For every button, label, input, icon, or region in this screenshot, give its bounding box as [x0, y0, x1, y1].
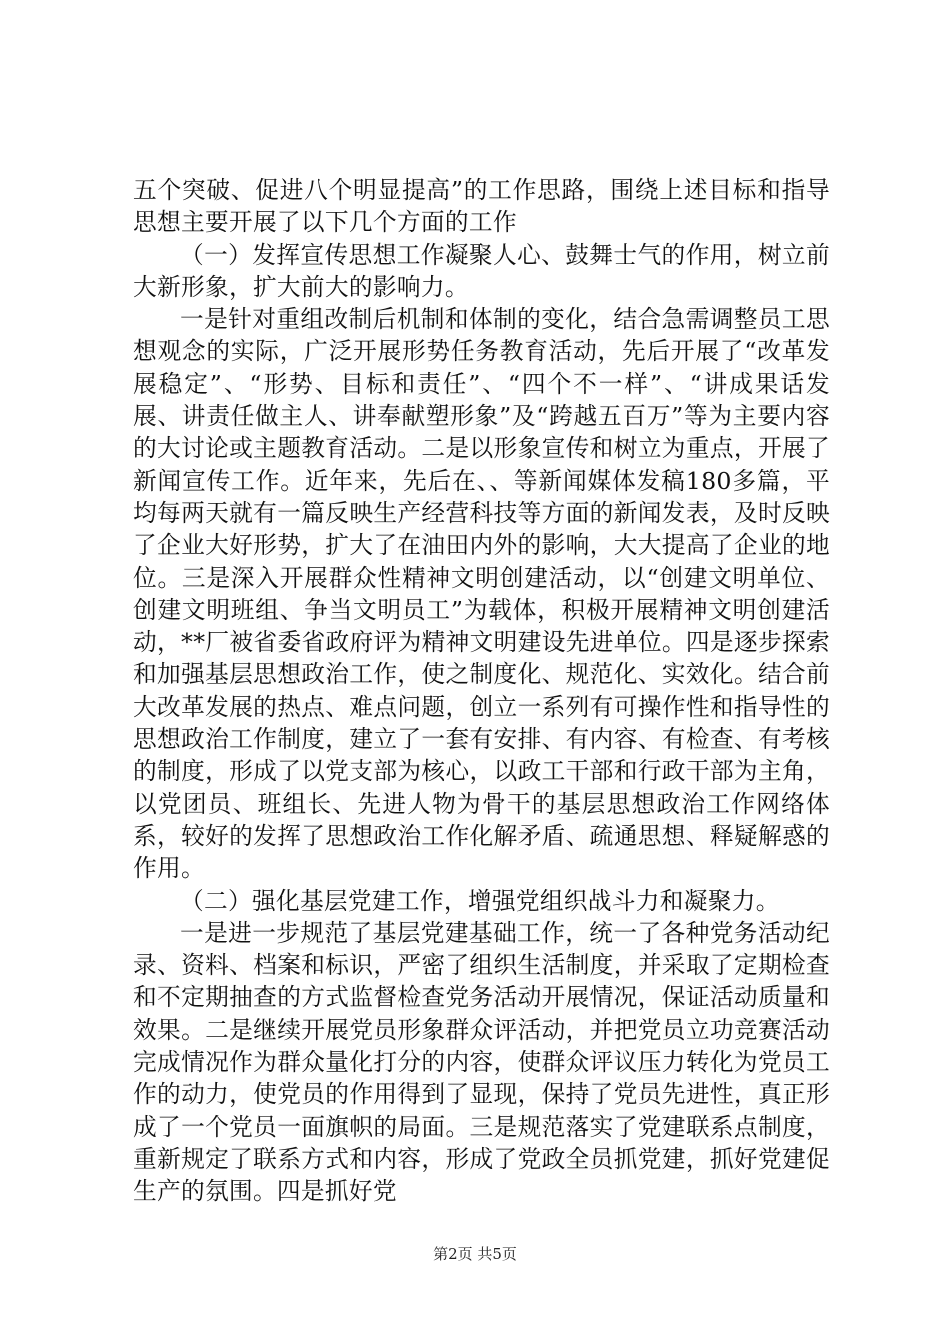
paragraph-party-building: 一是进一步规范了基层党建基础工作，统一了各种党务活动纪录、资料、档案和标识，严密了组织生活制度，并采取了定期检查和不定期抽查的方式监督检查党务活动开展情况，保证活动质量和效果。二是继续开展党员形象群众评活动，并把党员立功竞赛活动完成情况作为群众量化打分的内容，使群众评议压力转化为党员工作的动力，使党员的作用得到了显现，保持了党员先进性，真正形成了一个党员一面旗帜的局面。三是规范落实了党建联系点制度，重新规定了联系方式和内容，形成了党政全员抓党建，抓好党建促生产的氛围。四是抓好党 [133, 918, 830, 1206]
paragraph-propaganda-work: 一是针对重组改制后机制和体制的变化，结合急需调整员工思想观念的实际，广泛开展形势任务教育活动，先后开展了“改革发展稳定”、“形势、目标和责任”、“四个不一样”、“讲成果话发展、讲责任做主人、讲奉献塑形象”及“跨越五百万”等为主要内容的大讨论或主题教育活动。二是以形象宣传和树立为重点，开展了新闻宣传工作。近年来，先后在、、等新闻媒体发稿180多篇，平均每两天就有一篇反映生产经营科技等方面的新闻发表，及时反映了企业大好形势，扩大了在油田内外的影响，大大提高了企业的地位。三是深入开展群众性精神文明创建活动，以“创建文明单位、创建文明班组、争当文明员工”为载体，积极开展精神文明创建活动，**厂被省委省政府评为精神文明建设先进单位。四是逐步探索和加强基层思想政治工作，使之制度化、规范化、实效化。结合前大改革发展的热点、难点问题，创立一系列有可操作性和指导性的思想政治工作制度，建立了一套有安排、有内容、有检查、有考核的制度，形成了以党支部为核心，以政工干部和行政干部为主角，以党团员、班组长、先进人物为骨干的基层思想政治工作网络体系，较好的发挥了思想政治工作化解矛盾、疏通思想、释疑解惑的作用。 [133, 305, 830, 883]
document-body [133, 174, 830, 1208]
page-number-footer: 第2页 共5页 [433, 1245, 517, 1263]
section-heading-one: （一）发挥宣传思想工作凝聚人心、鼓舞士气的作用，树立前大新形象，扩大前大的影响力。 [133, 240, 830, 301]
section-heading-two: （二）强化基层党建工作，增强党组织战斗力和凝聚力。 [180, 886, 780, 915]
paragraph-continuation: 五个突破、促进八个明显提高”的工作思路，围绕上述目标和指导思想主要开展了以下几个方面的工作 [133, 176, 830, 237]
